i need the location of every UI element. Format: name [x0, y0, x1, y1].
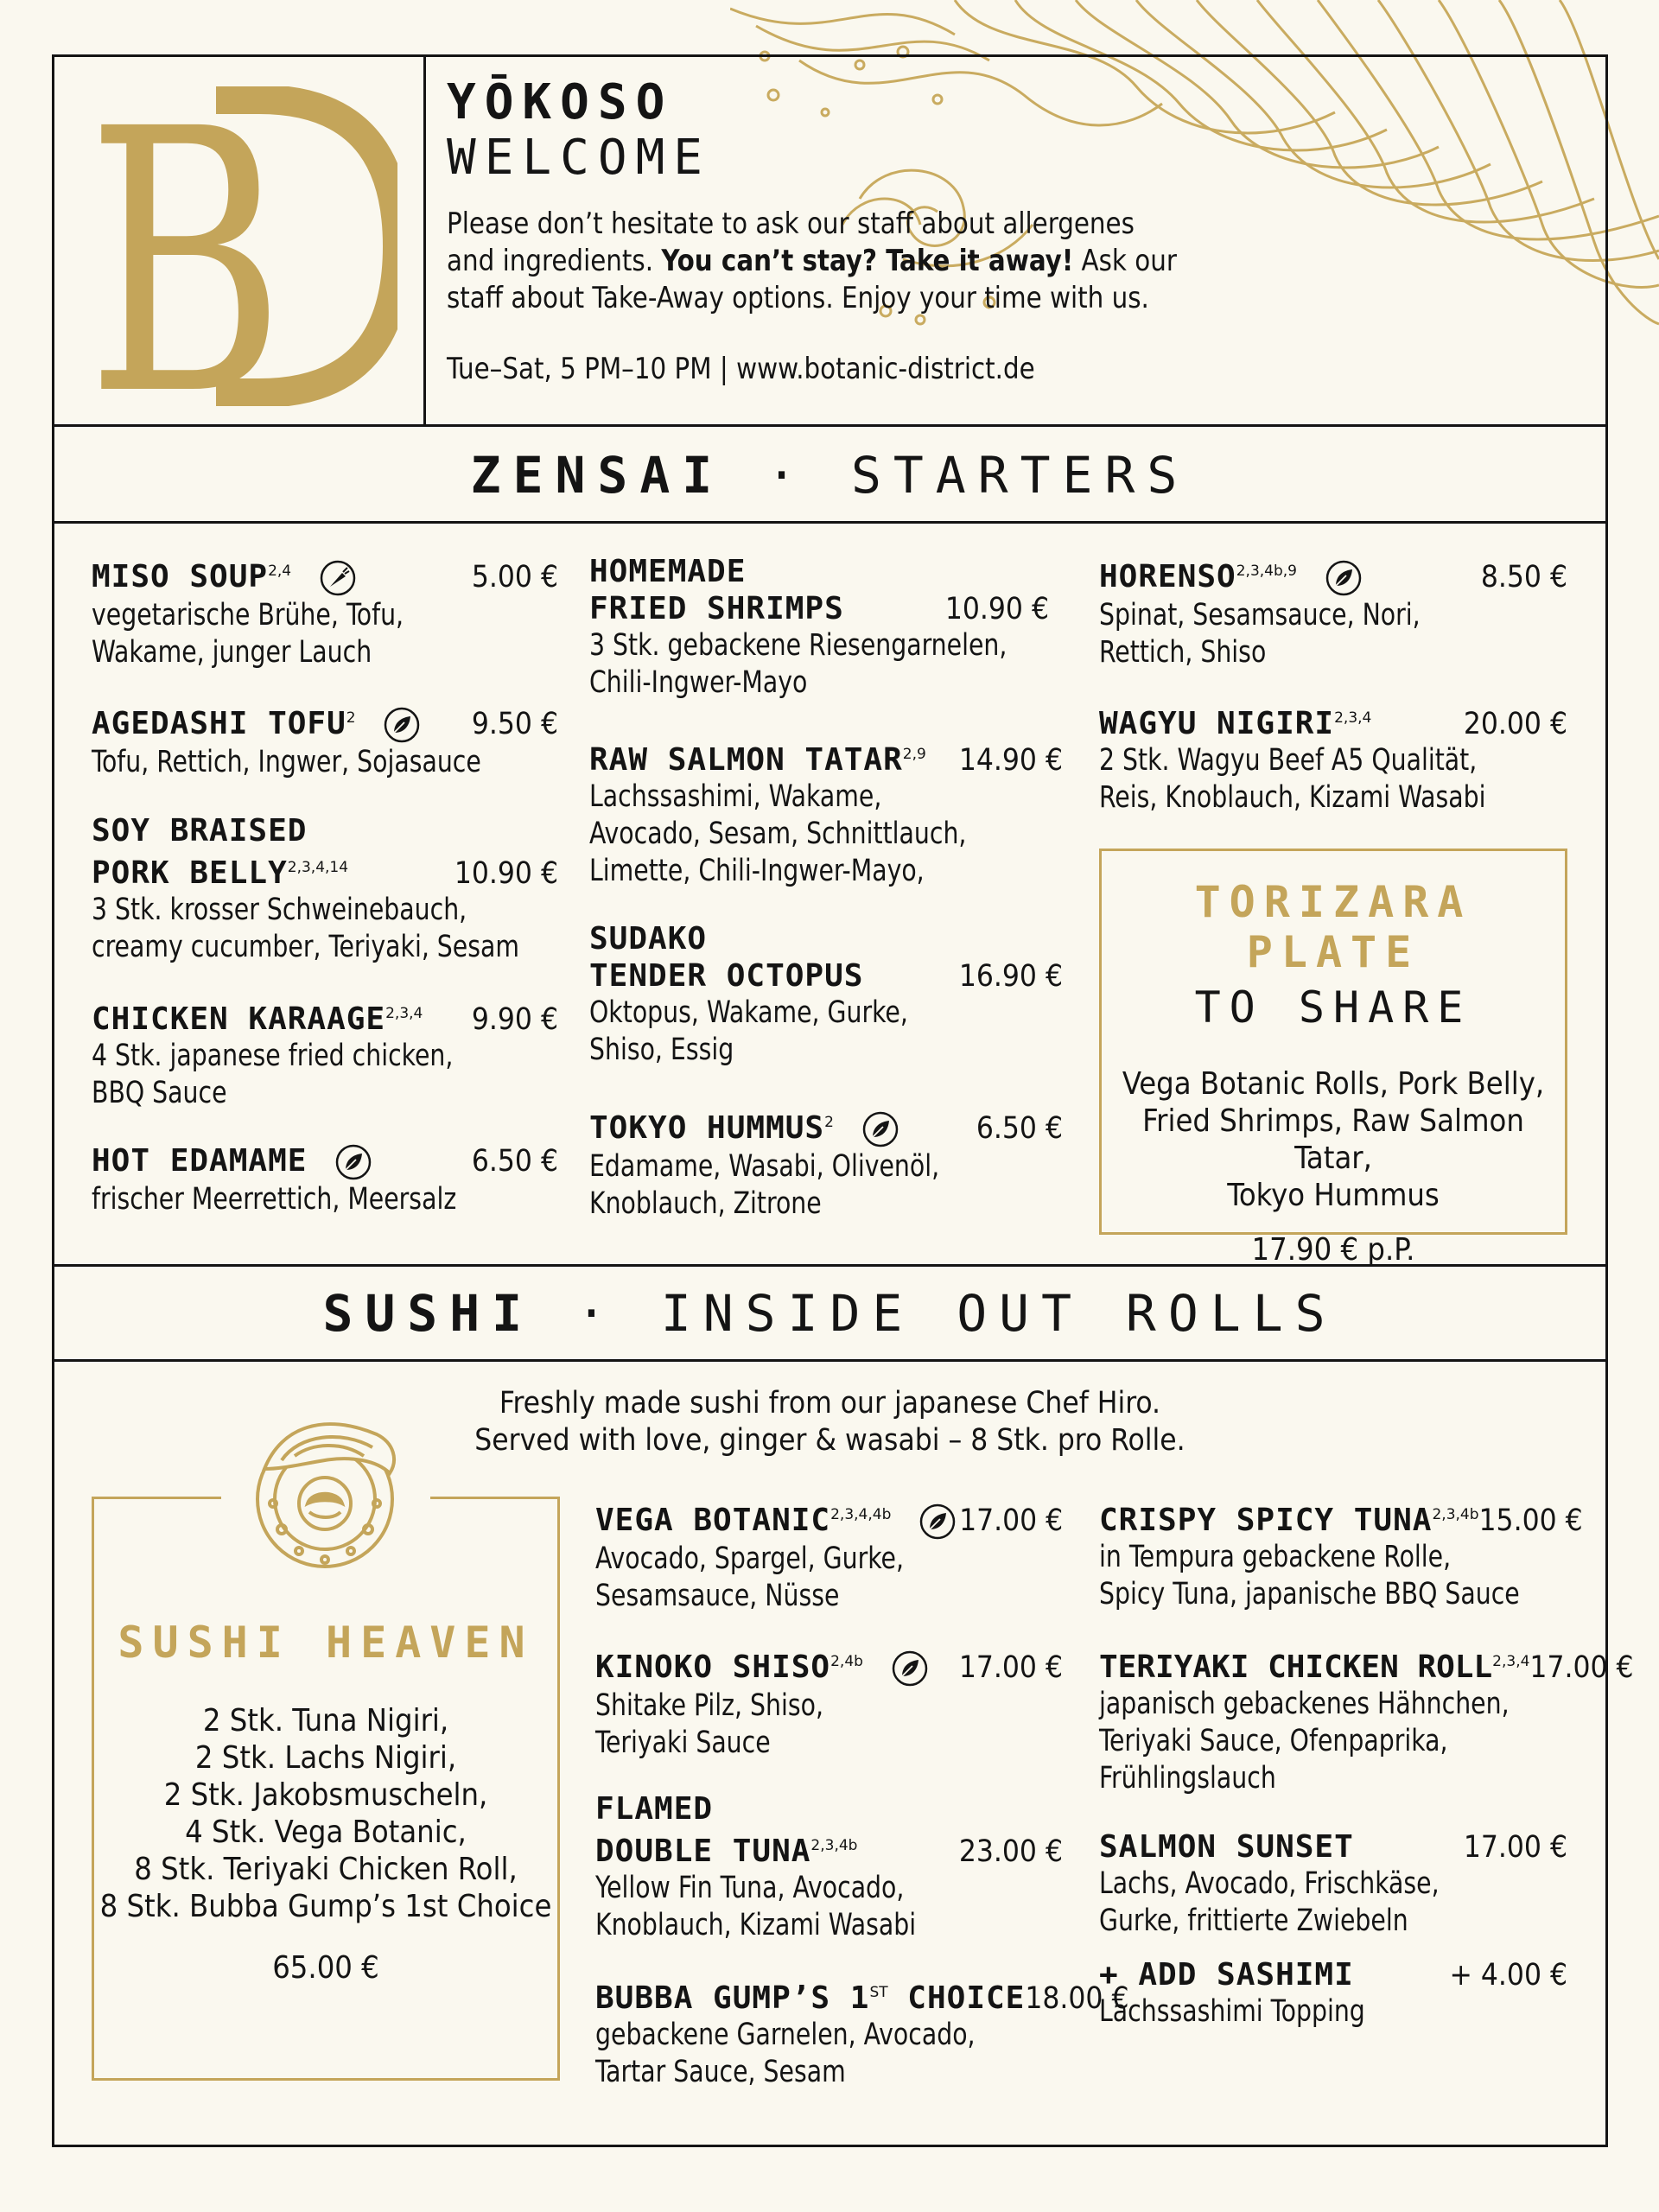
leaf-icon	[888, 1649, 931, 1688]
item-name	[589, 1104, 902, 1148]
bd-logo	[86, 86, 397, 406]
item-description: Lachssashimi Topping	[1099, 1994, 1365, 2029]
item-description: 4 Stk. japanese fried chicken,	[92, 1039, 454, 1073]
item-description: 2 Stk. Wagyu Beef A5 Qualität,	[1099, 743, 1478, 778]
item-description: gebackene Garnelen, Avocado,	[595, 2018, 976, 2052]
item-description: Shiso, Essig	[589, 1033, 734, 1067]
item-name	[92, 995, 423, 1038]
menu-item-raw-salmon-tatar	[589, 736, 1063, 890]
item-name-text: CHICKEN KARAAGE	[92, 1001, 386, 1037]
item-name-text: HOT EDAMAME	[92, 1143, 308, 1179]
item-description: Yellow Fin Tuna, Avocado,	[595, 1871, 905, 1905]
item-name-text: RAW SALMON TATAR	[589, 742, 903, 778]
leaf-icon	[859, 1110, 902, 1148]
item-name	[1099, 1643, 1529, 1686]
sushi-heaven-line: 2 Stk. Lachs Nigiri,	[194, 1740, 457, 1776]
share-plate-contents	[1102, 1065, 1565, 1214]
sushi-heading	[52, 1284, 1608, 1343]
menu-item-tender-octopus	[589, 920, 1063, 1069]
item-name	[92, 553, 359, 597]
sushi-heaven-line: 8 Stk. Bubba Gump’s 1st Choice	[99, 1889, 552, 1924]
item-price: 14.90 €	[958, 743, 1063, 778]
item-name-text: KINOKO SHISO	[595, 1649, 831, 1685]
menu-item-tokyo-hummus	[589, 1104, 1063, 1223]
menu-item-hot-edamame	[92, 1142, 558, 1218]
item-name-line1: SUDAKO	[589, 921, 708, 957]
takeaway-highlight: You can’t stay? Take it away!	[661, 244, 1074, 278]
item-description: Spicy Tuna, japanische BBQ Sauce	[1099, 1577, 1520, 1611]
item-name-text: VEGA BOTANIC	[595, 1503, 831, 1538]
item-description: Reis, Knoblauch, Kizami Wasabi	[1099, 780, 1486, 815]
item-name	[1099, 553, 1365, 597]
item-price: 6.50 €	[976, 1111, 1063, 1146]
item-description: Shitake Pilz, Shiso,	[595, 1688, 823, 1723]
item-description: BBQ Sauce	[92, 1076, 227, 1110]
item-name	[92, 700, 423, 744]
item-description: Tofu, Rettich, Ingwer, Sojasauce	[92, 745, 481, 779]
allergen-codes: 2,9	[902, 746, 926, 763]
item-name-text: PORK BELLY	[92, 855, 288, 891]
allergen-codes: 2,3,4,4b	[830, 1506, 892, 1523]
sushi-heaven-line: 2 Stk. Jakobsmuscheln,	[163, 1777, 488, 1813]
menu-item-agedashi-tofu	[92, 700, 558, 781]
item-description: japanisch gebackenes Hähnchen,	[1099, 1687, 1510, 1721]
item-price: + 4.00 €	[1449, 1958, 1567, 1993]
item-description: Frühlingslauch	[1099, 1761, 1276, 1796]
item-name-text: BUBBA GUMP’S 1	[595, 1980, 870, 2016]
item-description: Wakame, junger Lauch	[92, 635, 372, 670]
item-name-text: AGEDASHI TOFU	[92, 706, 346, 741]
intro-line: staff about Take-Away options. Enjoy your time with us.	[447, 281, 1149, 315]
item-price: 16.90 €	[958, 959, 1063, 994]
item-name	[595, 1497, 959, 1541]
ordinal-suffix: ST	[869, 1984, 888, 2001]
starters-title-rest: STARTERS	[850, 446, 1190, 505]
item-name: SALMON SUNSET	[1099, 1829, 1354, 1865]
allergen-codes: 2,4	[268, 563, 292, 580]
item-name	[589, 736, 926, 779]
item-description: 3 Stk. gebackene Riesengarnelen,	[589, 628, 1007, 663]
sushi-roll-icon	[247, 1408, 403, 1573]
item-description: 3 Stk. krosser Schweinebauch,	[92, 893, 467, 927]
menu-item-double-tuna	[595, 1790, 1063, 1944]
welcome-intro	[447, 76, 1224, 386]
item-description: Tartar Sauce, Sesam	[595, 2055, 846, 2089]
allergen-codes: 2,3,4b	[1432, 1506, 1479, 1523]
item-description: Edamame, Wasabi, Olivenöl,	[589, 1149, 940, 1184]
share-plate-title: TORIZARA PLATE	[1194, 877, 1472, 977]
sushi-heaven-title: SUSHI HEAVEN	[118, 1618, 534, 1668]
allergen-codes: 2,3,4	[1334, 709, 1372, 727]
title-separator: ·	[534, 1284, 661, 1343]
item-name-text: MISO SOUP	[92, 559, 269, 594]
item-description: Avocado, Sesam, Schnittlauch,	[589, 817, 967, 851]
item-price: 10.90 €	[454, 856, 558, 891]
menu-item-salmon-sunset	[1099, 1828, 1567, 1940]
share-plate-price: 17.90 € p.P.	[1251, 1232, 1415, 1268]
item-price: 17.00 €	[1529, 1650, 1634, 1685]
item-description: Lachs, Avocado, Frischkäse,	[1099, 1866, 1440, 1901]
item-name: + ADD SASHIMI	[1099, 1957, 1354, 1993]
leaf-icon	[332, 1143, 375, 1181]
menu-item-bubba-gump	[595, 1974, 1129, 2091]
allergen-codes: 2	[824, 1114, 834, 1131]
item-price: 17.00 €	[1463, 1830, 1567, 1865]
sushi-heaven-box	[92, 1497, 560, 2081]
sushi-title-rest: INSIDE OUT ROLLS	[660, 1284, 1338, 1343]
item-name: TENDER OCTOPUS	[589, 958, 864, 994]
item-name	[92, 1142, 375, 1181]
header-divider	[423, 54, 426, 426]
item-description: Spinat, Sesamsauce, Nori,	[1099, 598, 1421, 632]
item-description: Rettich, Shiso	[1099, 635, 1267, 670]
title-separator: ·	[724, 446, 851, 505]
share-plate-line: Fried Shrimps, Raw Salmon Tatar,	[1142, 1103, 1524, 1176]
share-plate-subtitle: TO SHARE	[1194, 982, 1472, 1033]
item-price: 9.50 €	[471, 707, 558, 741]
item-description: Limette, Chili-Ingwer-Mayo,	[589, 854, 925, 888]
item-price: 15.00 €	[1478, 1503, 1583, 1538]
menu-item-fried-shrimps	[589, 553, 1047, 702]
item-description: Oktopus, Wakame, Gurke,	[589, 995, 908, 1030]
sushi-heaven-line: 2 Stk. Tuna Nigiri,	[202, 1703, 449, 1738]
item-price: 17.00 €	[959, 1503, 1064, 1538]
menu-item-miso-soup	[92, 553, 558, 671]
item-price: 23.00 €	[958, 1834, 1063, 1869]
item-name	[1099, 700, 1371, 742]
share-plate-line: Tokyo Hummus	[1227, 1178, 1440, 1213]
intro-text-part: and ingredients.	[447, 244, 662, 278]
intro-text	[447, 206, 1193, 317]
item-price: 5.00 €	[471, 560, 558, 594]
item-description: in Tempura gebackene Rolle,	[1099, 1540, 1452, 1574]
item-name-text: TOKYO HUMMUS	[589, 1110, 825, 1146]
item-description: Teriyaki Sauce, Ofenpaprika,	[1099, 1724, 1448, 1758]
item-name	[595, 1974, 1025, 2017]
item-description: creamy cucumber, Teriyaki, Sesam	[92, 930, 519, 964]
share-plate-box	[1099, 849, 1567, 1268]
share-plate-line: Vega Botanic Rolls, Pork Belly,	[1122, 1066, 1545, 1102]
sushi-heaven-line: 4 Stk. Vega Botanic,	[185, 1815, 467, 1850]
item-description: Avocado, Spargel, Gurke,	[595, 1541, 904, 1576]
item-description: Teriyaki Sauce	[595, 1726, 771, 1760]
allergen-codes: 2,3,4,14	[287, 859, 349, 876]
divider	[52, 1359, 1608, 1362]
sushi-intro-line: Freshly made sushi from our japanese Chef Hiro.	[499, 1386, 1161, 1421]
item-price: 18.00 €	[1025, 1981, 1129, 2016]
leaf-icon	[1322, 559, 1365, 597]
item-name-line1: HOMEMADE	[589, 554, 747, 589]
item-description: Sesamsauce, Nüsse	[595, 1579, 840, 1613]
item-description: Lachssashimi, Wakame,	[589, 779, 882, 814]
menu-item-vega-botanic	[595, 1497, 1063, 1615]
item-price: 17.00 €	[958, 1650, 1063, 1685]
svg-text:B: B	[86, 86, 285, 406]
item-description: Knoblauch, Kizami Wasabi	[595, 1908, 917, 1942]
item-price: 8.50 €	[1480, 560, 1567, 594]
allergen-codes: 2,3,4b	[810, 1837, 858, 1854]
leaf-icon	[380, 706, 423, 744]
divider	[52, 521, 1608, 524]
allergen-codes: 2,3,4	[1492, 1653, 1530, 1670]
starters-heading	[52, 446, 1608, 505]
menu-item-crispy-spicy-tuna	[1099, 1497, 1583, 1613]
welcome-title-en: WELCOME	[447, 130, 712, 186]
leaf-icon	[916, 1503, 959, 1541]
allergen-codes: 2,3,4	[385, 1005, 423, 1022]
item-price: 9.90 €	[471, 1002, 558, 1037]
menu-item-add-sashimi	[1099, 1956, 1567, 2031]
intro-line	[447, 243, 1193, 280]
item-price: 20.00 €	[1463, 707, 1567, 741]
sushi-intro-line: Served with love, ginger & wasabi – 8 Stk. pro Rolle.	[474, 1423, 1185, 1458]
item-price: 10.90 €	[944, 592, 1049, 626]
divider	[52, 424, 1608, 427]
sushi-heaven-line: 8 Stk. Teriyaki Chicken Roll,	[134, 1852, 518, 1887]
menu-item-kinoko-shiso	[595, 1643, 1063, 1762]
item-name-line1: SOY BRAISED	[92, 813, 308, 849]
item-name-line1: FLAMED	[595, 1791, 714, 1827]
item-name: FRIED SHRIMPS	[589, 591, 844, 626]
item-description: vegetarische Brühe, Tofu,	[92, 598, 404, 632]
menu-item-horenso	[1099, 553, 1567, 671]
welcome-title-jp: YŌKOSO	[447, 74, 674, 130]
starters-title-bold: ZENSAI	[470, 446, 725, 505]
item-name-text: TERIYAKI CHICKEN ROLL	[1099, 1649, 1493, 1685]
item-name	[595, 1827, 857, 1870]
item-name-text: CHOICE	[887, 1980, 1026, 2016]
sushi-heaven-price: 65.00 €	[272, 1950, 379, 1986]
item-name-text: WAGYU NIGIRI	[1099, 706, 1335, 741]
item-name	[92, 849, 348, 892]
item-description: Knoblauch, Zitrone	[589, 1186, 822, 1221]
allergen-codes: 2,3,4b,9	[1236, 563, 1297, 580]
menu-item-wagyu-nigiri	[1099, 700, 1567, 817]
intro-line: Please don’t hesitate to ask our staff about allergenes	[447, 207, 1135, 241]
item-description: Gurke, frittierte Zwiebeln	[1099, 1904, 1408, 1938]
item-name	[1099, 1497, 1479, 1539]
item-name-text: CRISPY SPICY TUNA	[1099, 1503, 1433, 1538]
item-price: 6.50 €	[471, 1144, 558, 1179]
allergen-codes: 2,4b	[830, 1653, 863, 1670]
item-description: frischer Meerrettich, Meersalz	[92, 1182, 457, 1217]
sushi-title-bold: SUSHI	[322, 1284, 535, 1343]
menu-item-pork-belly	[92, 812, 558, 966]
allergen-codes: 2	[346, 709, 356, 727]
intro-text-part: Ask our	[1073, 244, 1177, 278]
item-name-text: DOUBLE TUNA	[595, 1834, 811, 1869]
carrot-icon	[316, 559, 359, 597]
item-name	[595, 1643, 931, 1688]
item-description: Chili-Ingwer-Mayo	[589, 665, 808, 700]
menu-item-chicken-karaage	[92, 995, 558, 1112]
sushi-heaven-contents	[94, 1702, 557, 1925]
item-name-text: HORENSO	[1099, 559, 1236, 594]
menu-item-teriyaki-chicken-roll	[1099, 1643, 1634, 1797]
opening-hours: Tue–Sat, 5 PM–10 PM | www.botanic-district.de	[447, 352, 1035, 386]
